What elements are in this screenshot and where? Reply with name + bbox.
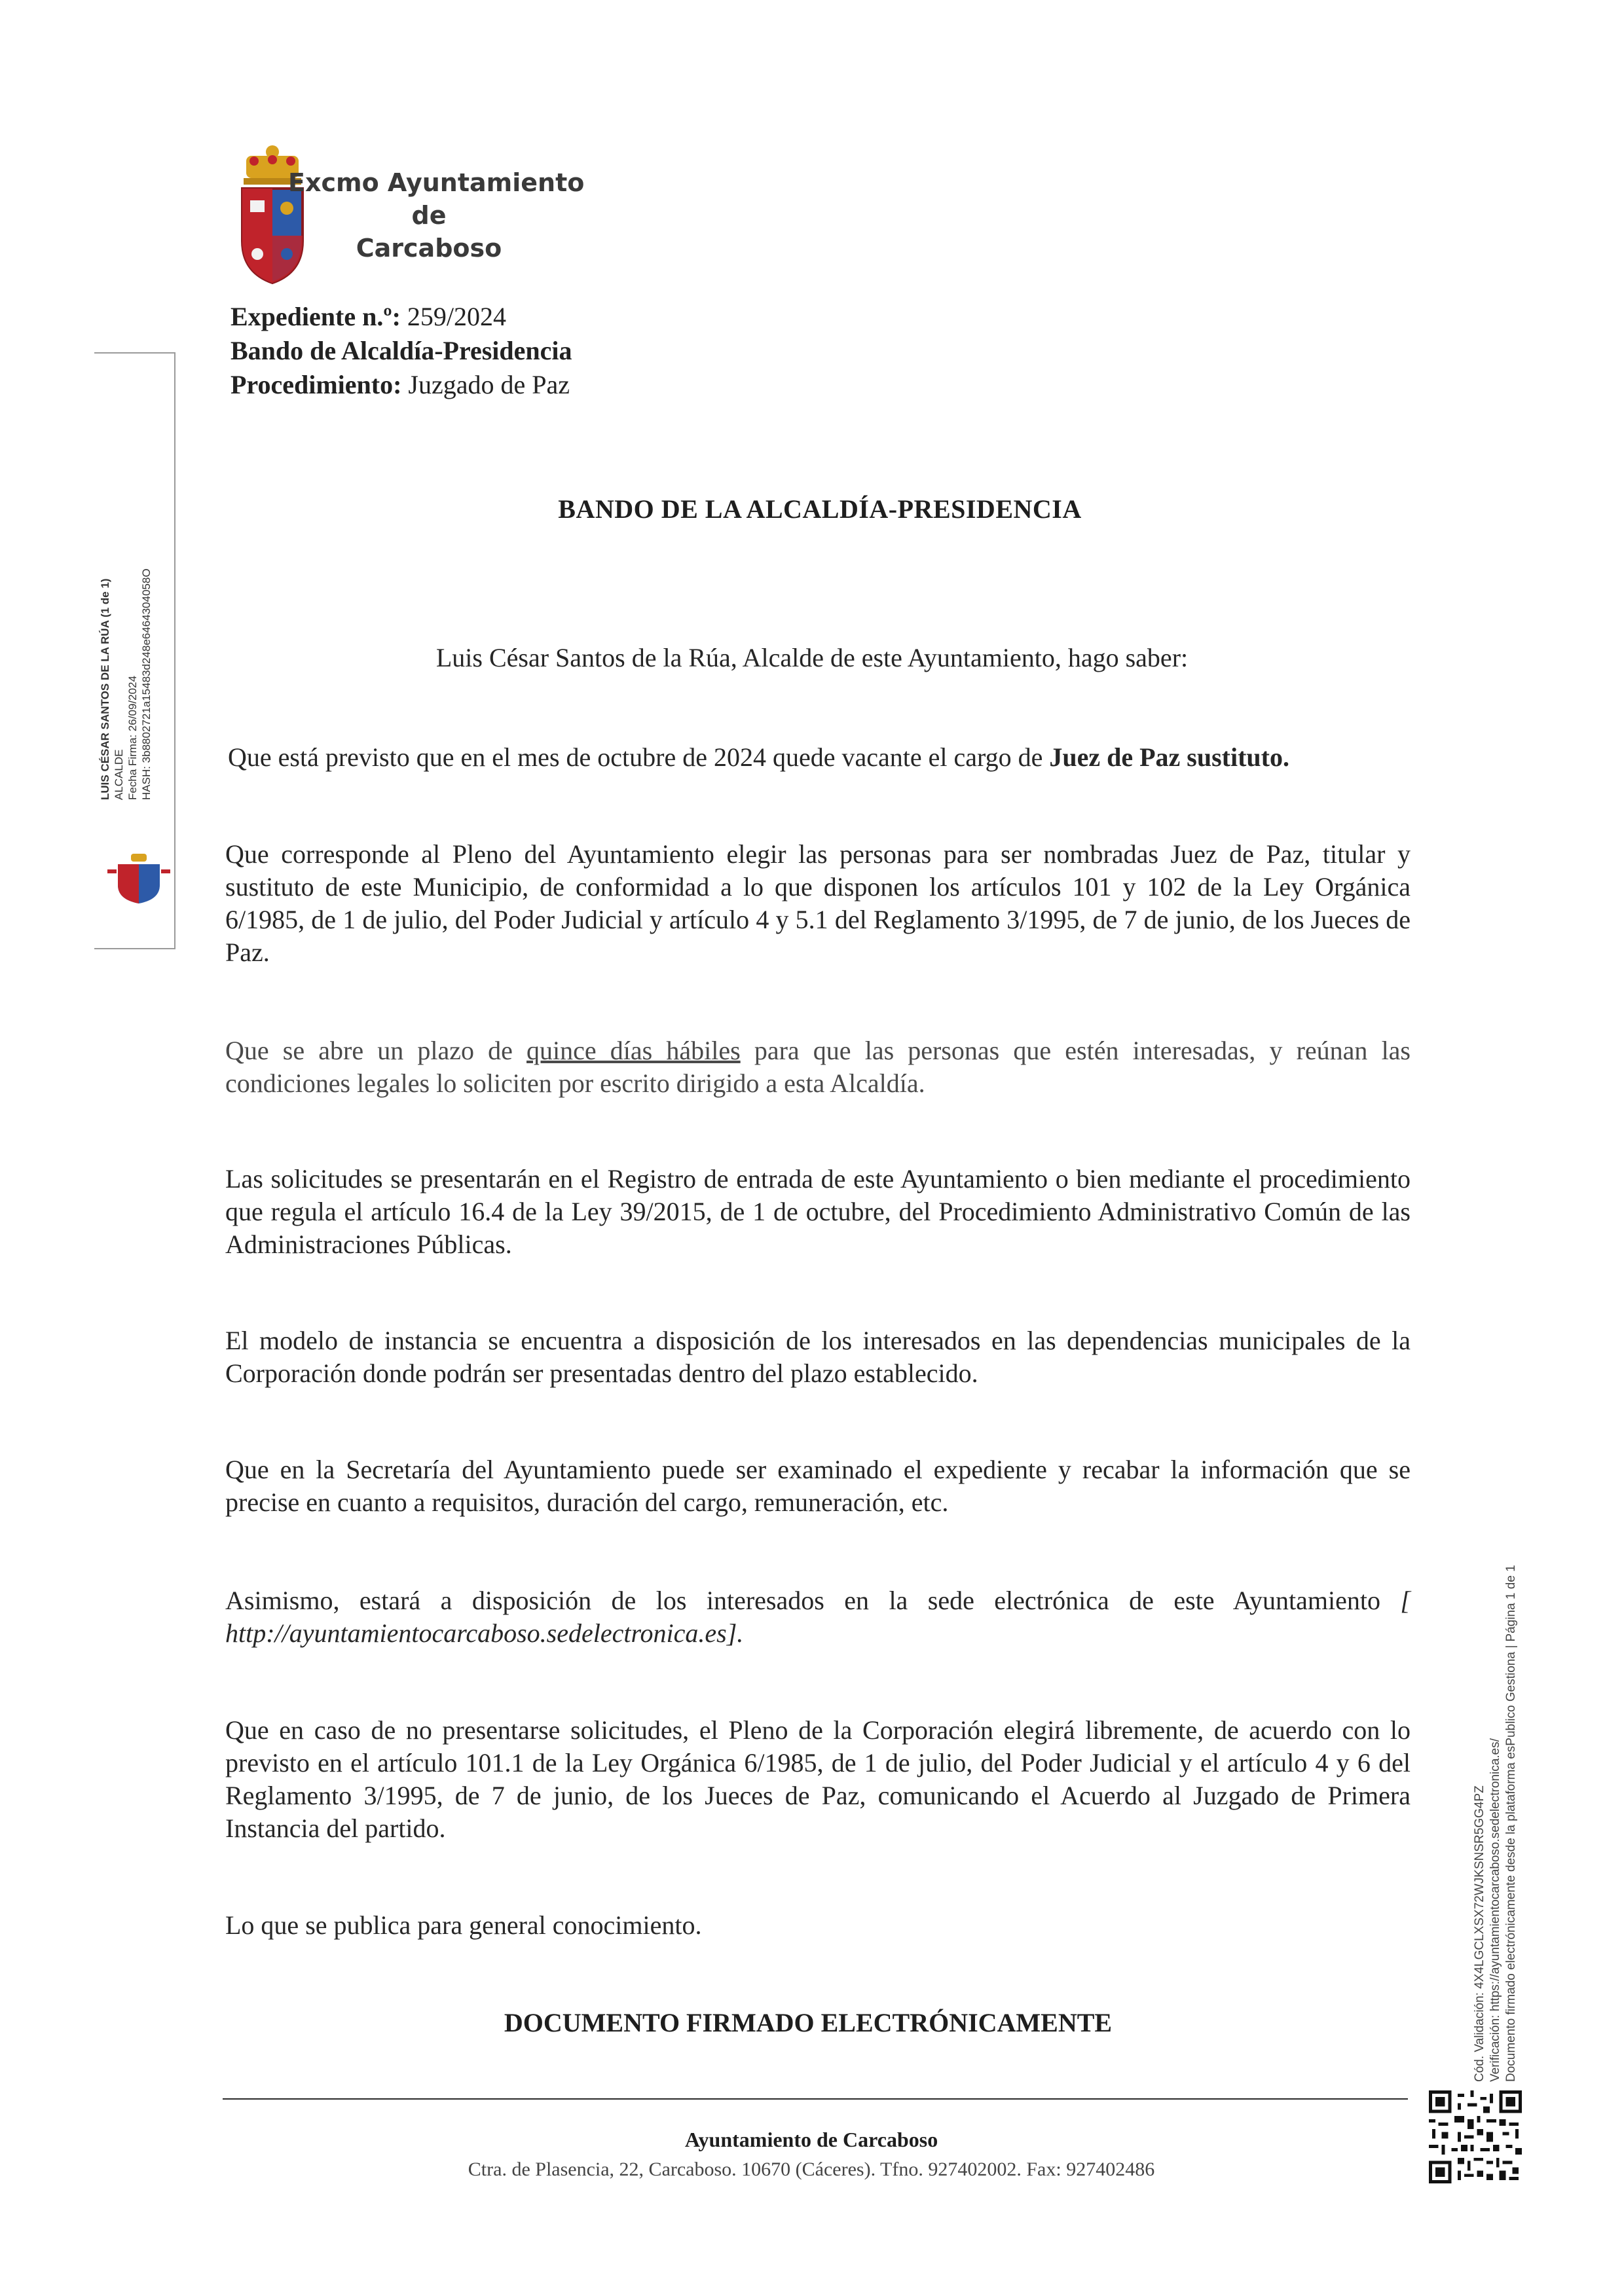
footer-organization [0,2128,1624,2152]
stamp-crest-icon [105,851,173,905]
signed-notice-text: DOCUMENTO FIRMADO ELECTRÓNICAMENTE [504,2008,1113,2037]
paragraph-no-applications: Que en caso de no presentarse solicitudes, el Pleno de la Corporación elegirá libremente, de acuerdo con lo previsto en el artículo 101.1 de la Ley Orgánica 6/1985, de 1 de julio, del Poder Judicial y el artículo 4 y 6 del Reglamento 3/1995, de 7 de junio, de los Jueces de Paz, comunicando el Acuerdo al Juzgado de Primera Instancia del partido. [225,1715,1411,1843]
bando-row [231,334,572,368]
procedimiento-value: Juzgado de Paz [408,370,570,399]
platform-notice: Documento firmado electrónicamente desde la plataforma esPublico Gestiona | Página 1 de 1 [1504,1565,1518,2082]
verification-stamp [1472,1565,1519,2082]
vacancy-text: Que está previsto que en el mes de octubre de 2024 quede vacante el cargo de [228,742,1050,772]
electronic-office-text: Asimismo, estará a disposición de los interesados en la sede electrónica de este Ayuntamiento [225,1586,1401,1615]
signature-hash: HASH: 3b8802721a15483d248e6464304058O [140,568,153,800]
expediente-row [231,300,572,334]
signed-notice [0,2007,1624,2038]
footer-organization-text: Ayuntamiento de Carcaboso [684,2128,938,2151]
paragraph-secretariat: Que en la Secretaría del Ayuntamiento puede ser examinado el expediente y recabar la información que se precise en cuanto a requisitos, duración del cargo, remuneración, etc. [225,1455,1411,1517]
footer-address-text: Ctra. de Plasencia, 22, Carcaboso. 10670 (Cáceres). Tfno. 927402002. Fax: 927402486 [468,2159,1155,2180]
procedimiento-label: Procedimiento: [231,370,402,399]
signature-date: Fecha Firma: 26/09/2024 [126,676,139,800]
document-title-text: BANDO DE LA ALCALDÍA-PRESIDENCIA [558,494,1082,524]
organization-name [288,166,585,264]
deadline-text-before: Que se abre un plazo de [225,1036,527,1065]
validation-code: Cód. Validación: 4X4LGCLXSX72WJKSNSR5GG4PZ [1473,1785,1486,2082]
file-metadata [231,300,572,402]
deadline-period: quince días hábiles [526,1036,741,1065]
paragraph-application-form: El modelo de instancia se encuentra a disposición de los interesados en las dependencias municipales de la Corporación donde podrán ser presentadas dentro del plazo establecido. [225,1326,1411,1388]
qr-code-icon[interactable] [1429,2090,1522,2183]
paragraph-vacancy [228,741,1413,774]
verification-url: Verificación: https://ayuntamientocarcaboso.sedelectronica.es/ [1488,1738,1502,2082]
paragraph-publication: Lo que se publica para general conocimiento. [225,1910,702,1940]
org-name-line2: de [411,201,447,230]
bando-line: Bando de Alcaldía-Presidencia [231,336,572,365]
document-title [0,494,1624,524]
vacancy-position: Juez de Paz sustituto. [1049,742,1289,772]
signer-role: ALCALDE [113,749,125,800]
expediente-value: 259/2024 [407,302,507,331]
electronic-office-link[interactable]: [ http://ayuntamientocarcaboso.sedelectronica.es]. [225,1586,1411,1648]
intro-paragraph: Luis César Santos de la Rúa, Alcalde de este Ayuntamiento, hago saber: [435,643,1189,672]
procedimiento-row [231,368,572,402]
expediente-label: Expediente n.º: [231,302,401,331]
org-name-line3: Carcaboso [356,234,502,263]
signature-stamp-text [98,568,153,800]
paragraph-electronic-office [225,1584,1411,1650]
paragraph-deadline [225,1034,1411,1100]
signer-name: LUIS CÉSAR SANTOS DE LA RÚA (1 de 1) [99,578,111,800]
paragraph-legal-basis: Que corresponde al Pleno del Ayuntamiento elegir las personas para ser nombradas Juez de Paz, titular y sustituto de este Municipio, de conformidad a lo que disponen los artículos 101 y 102 de la Ley Orgánica 6/1985, de 1 de julio, del Poder Judicial y artículo 4 y 5.1 del Reglamento 3/1995, de 7 de junio, de los Jueces de Paz. [225,839,1411,967]
paragraph-submission: Las solicitudes se presentarán en el Registro de entrada de este Ayuntamiento o bien mediante el procedimiento que regula el artículo 16.4 de la Ley 39/2015, de 1 de octubre, del Procedimiento Administrativo Común de las Administraciones Públicas. [225,1164,1411,1259]
footer-address [0,2159,1624,2181]
org-name-line1: Excmo Ayuntamiento [288,168,585,197]
deadline-text-after: para que las personas que estén interesadas, y reúnan las condiciones legales lo soliciten por escrito dirigido a esta Alcaldía. [225,1036,1411,1098]
footer-divider [223,2098,1408,2100]
